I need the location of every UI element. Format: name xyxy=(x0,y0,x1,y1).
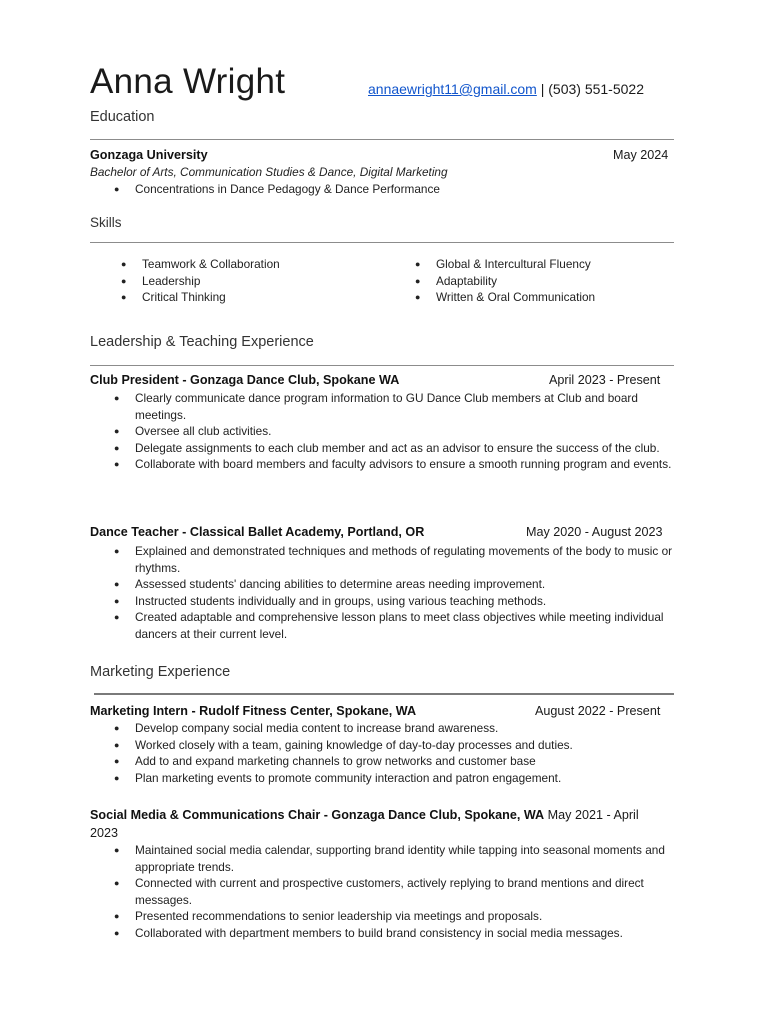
graduation-date: May 2024 xyxy=(613,148,669,162)
skill-item: ● Adaptability xyxy=(391,273,681,290)
job-title: Social Media & Communications Chair - Gonzaga Dance Club, Spokane, WA xyxy=(90,808,545,822)
skills-heading: Skills xyxy=(90,215,122,230)
contact-separator: | xyxy=(536,81,549,97)
education-divider xyxy=(90,139,674,140)
job-date: August 2022 - Present xyxy=(535,704,661,718)
skill-item: ● Critical Thinking xyxy=(97,289,387,306)
list-item: ● Collaborate with board members and faculty advisors to ensure a smooth running program and events. xyxy=(90,456,682,473)
skills-divider xyxy=(90,242,674,243)
job-title: Club President - Gonzaga Dance Club, Spokane WA xyxy=(90,373,400,387)
list-item: ● Collaborated with department members to build brand consistency in social media messages. xyxy=(90,925,682,942)
list-item: ● Worked closely with a team, gaining knowledge of day-to-day processes and duties. xyxy=(90,737,682,754)
leadership-divider xyxy=(90,365,674,366)
skills-right-list xyxy=(391,256,681,306)
job-bullets xyxy=(90,842,682,941)
list-item: ● Concentrations in Dance Pedagogy & Dance Performance xyxy=(90,181,680,198)
email-link[interactable]: annaewright11@gmail.com xyxy=(368,81,537,97)
list-item: ● Oversee all club activities. xyxy=(90,423,682,440)
job-header xyxy=(90,525,674,539)
list-item: ● Maintained social media calendar, supporting brand identity while tapping into seasonal moments and appropriate trends. xyxy=(90,842,682,875)
skill-item: ● Leadership xyxy=(97,273,387,290)
list-item: ● Delegate assignments to each club member and act as an advisor to ensure the success of the club. xyxy=(90,440,682,457)
candidate-name: Anna Wright xyxy=(90,62,286,101)
job-header xyxy=(90,704,674,718)
job-header xyxy=(90,373,674,387)
list-item: ● Instructed students individually and in groups, using various teaching methods. xyxy=(90,593,682,610)
job-date: May 2021 - April 2023 xyxy=(90,808,639,840)
job-bullets xyxy=(90,543,682,642)
skills-left-list xyxy=(97,256,387,306)
list-item: ● Explained and demonstrated techniques and methods of regulating movements of the body to music or rhythms. xyxy=(90,543,682,576)
job-date: May 2020 - August 2023 xyxy=(526,525,663,539)
job-title: Dance Teacher - Classical Ballet Academy, Portland, OR xyxy=(90,525,425,539)
job-bullets xyxy=(90,390,682,473)
contact-line xyxy=(368,81,644,97)
school-name: Gonzaga University xyxy=(90,148,208,162)
education-heading: Education xyxy=(90,109,155,125)
job-header xyxy=(90,806,665,842)
list-item: ● Assessed students' dancing abilities to determine areas needing improvement. xyxy=(90,576,682,593)
list-item: ● Connected with current and prospective customers, actively replying to brand mentions and direct messages. xyxy=(90,875,682,908)
marketing-heading: Marketing Experience xyxy=(90,664,231,680)
job-bullets xyxy=(90,720,682,786)
list-item: ● Presented recommendations to senior leadership via meetings and proposals. xyxy=(90,908,682,925)
list-item: ● Add to and expand marketing channels to grow networks and customer base xyxy=(90,753,682,770)
skill-item: ● Teamwork & Collaboration xyxy=(97,256,387,273)
phone-number: (503) 551-5022 xyxy=(548,81,644,97)
leadership-heading: Leadership & Teaching Experience xyxy=(90,334,314,350)
list-item: ● Clearly communicate dance program information to GU Dance Club members at Club and board meetings. xyxy=(90,390,682,423)
education-entry xyxy=(90,148,674,162)
list-item: ● Develop company social media content to increase brand awareness. xyxy=(90,720,682,737)
list-item: ● Plan marketing events to promote community interaction and patron engagement. xyxy=(90,770,682,787)
job-title: Marketing Intern - Rudolf Fitness Center, Spokane, WA xyxy=(90,704,417,718)
degree-line: Bachelor of Arts, Communication Studies & Dance, Digital Marketing xyxy=(90,165,448,179)
skill-item: ● Global & Intercultural Fluency xyxy=(391,256,681,273)
list-item: ● Created adaptable and comprehensive lesson plans to meet class objectives while meeting individual dancers at their current level. xyxy=(90,609,682,642)
job-date: April 2023 - Present xyxy=(549,373,661,387)
education-bullets xyxy=(90,181,680,198)
skill-item: ● Written & Oral Communication xyxy=(391,289,681,306)
marketing-divider xyxy=(94,693,674,695)
